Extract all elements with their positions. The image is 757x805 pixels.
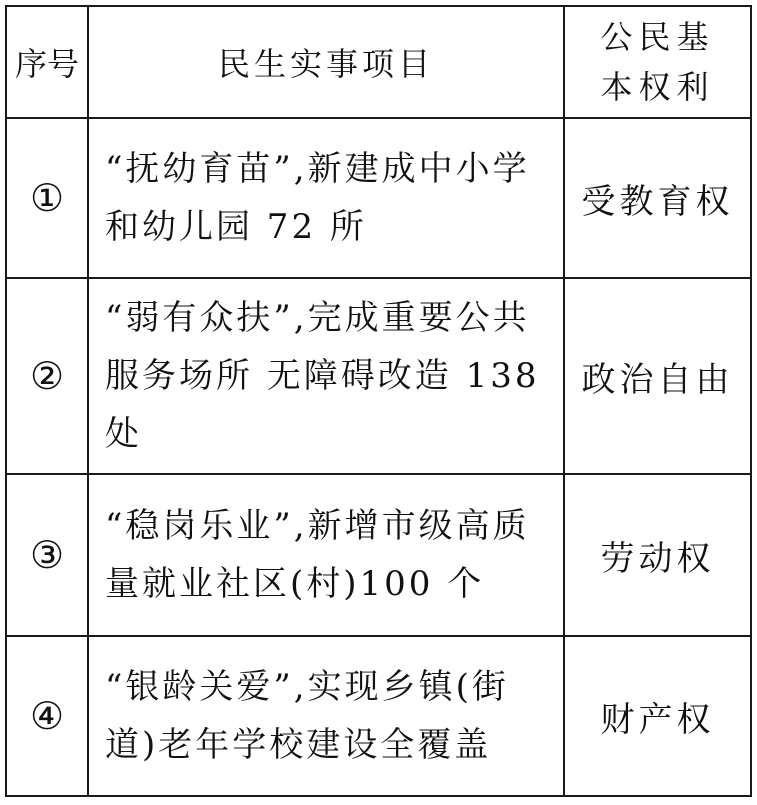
row-right: 政治自由 xyxy=(564,278,751,474)
row-number: ① xyxy=(6,118,88,278)
row-right: 劳动权 xyxy=(564,474,751,636)
header-basic-right xyxy=(564,6,751,118)
row-item: “稳岗乐业”,新增市级高质量就业社区(村)100 个 xyxy=(88,474,564,636)
row-number: ③ xyxy=(6,474,88,636)
header-basic-right-line1: 公民基 xyxy=(600,18,715,56)
row-item: “银龄关爱”,实现乡镇(街道)老年学校建设全覆盖 xyxy=(88,636,564,796)
row-item: “弱有众扶”,完成重要公共服务场所 无障碍改造 138 处 xyxy=(88,278,564,474)
table-row xyxy=(6,474,751,636)
header-item: 民生实事项目 xyxy=(88,6,564,118)
table-row xyxy=(6,278,751,474)
livelihood-rights-table xyxy=(5,5,752,797)
row-right: 受教育权 xyxy=(564,118,751,278)
table-header-row xyxy=(6,6,751,118)
row-number: ④ xyxy=(6,636,88,796)
header-number: 序号 xyxy=(6,6,88,118)
table-row xyxy=(6,118,751,278)
table-row xyxy=(6,636,751,796)
row-item: “抚幼育苗”,新建成中小学和幼儿园 72 所 xyxy=(88,118,564,278)
row-number: ② xyxy=(6,278,88,474)
row-right: 财产权 xyxy=(564,636,751,796)
header-basic-right-line2: 本权利 xyxy=(600,68,715,106)
